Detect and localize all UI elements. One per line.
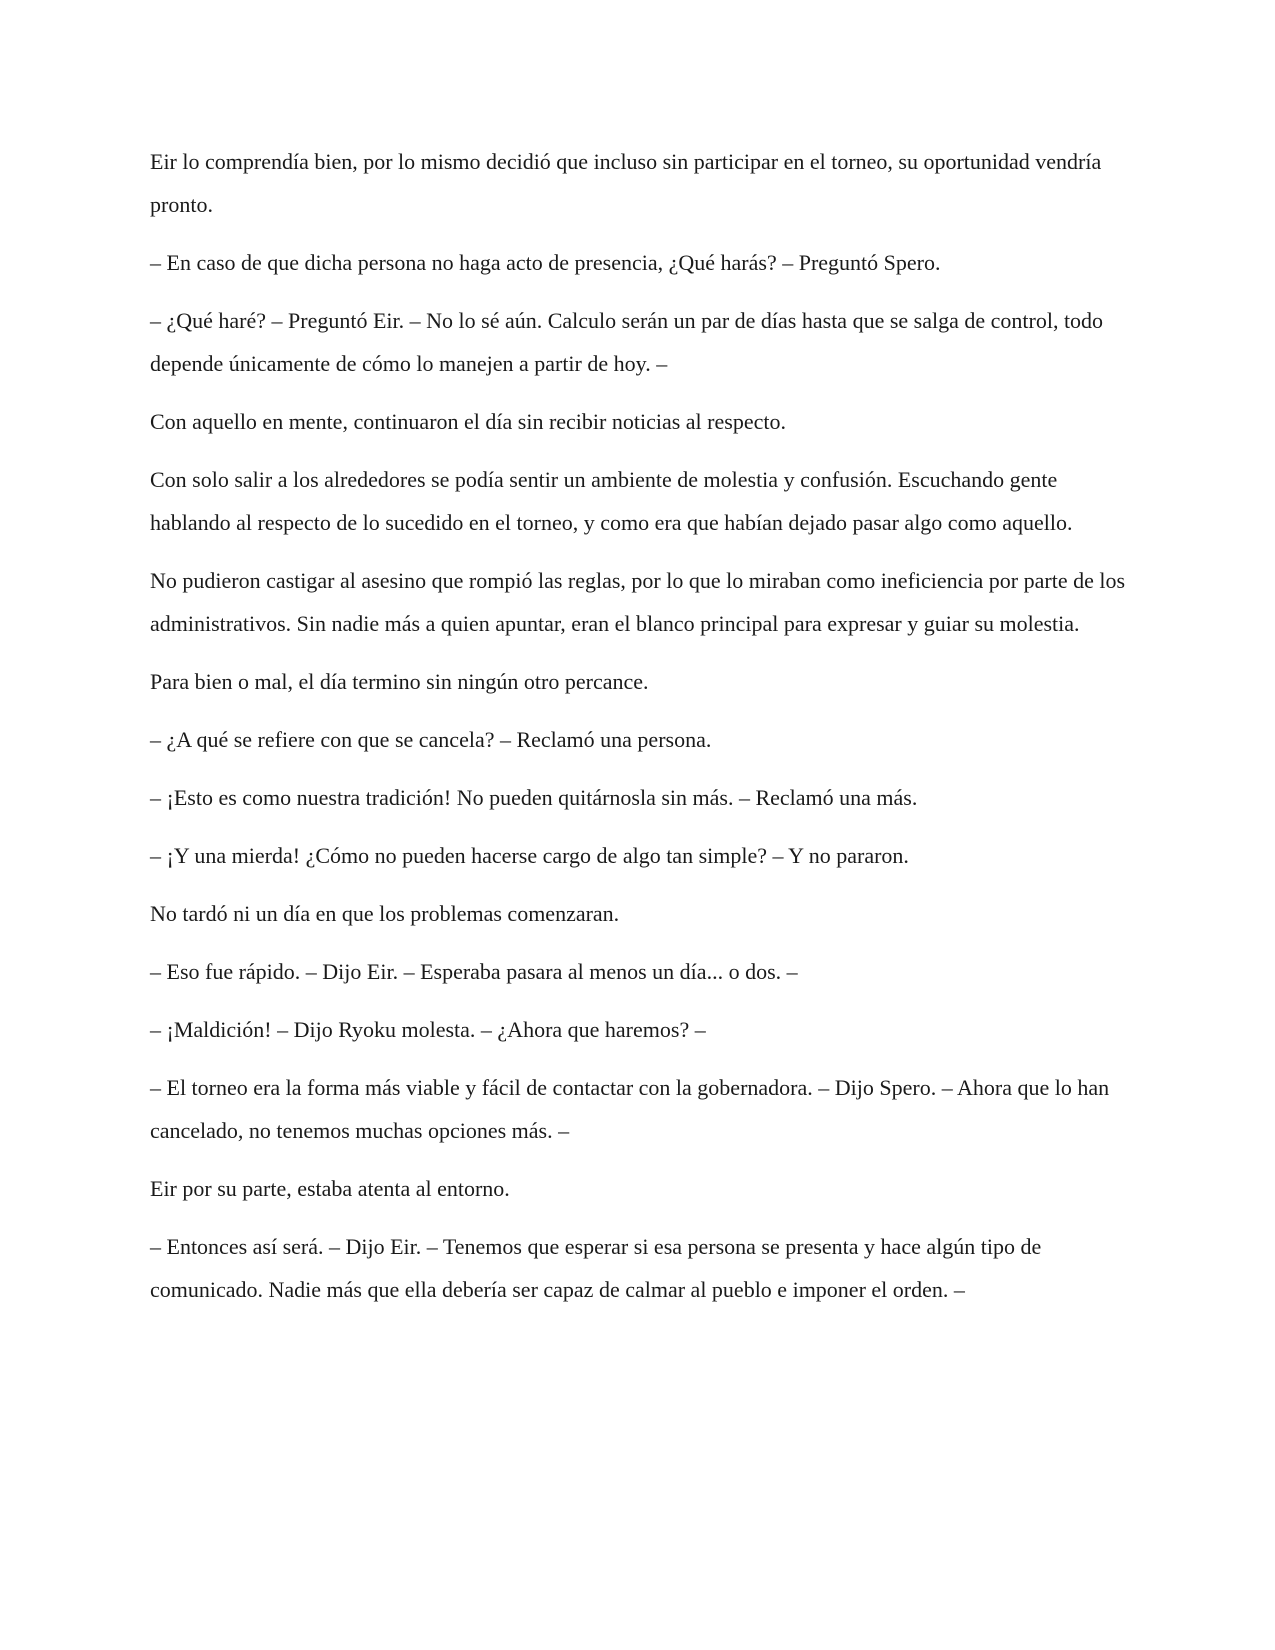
paragraph-6: No pudieron castigar al asesino que rompió las reglas, por lo que lo miraban como ineficiencia por parte de los administrativos. Sin nadie más a quien apuntar, eran el blanco principal para expresar y guiar su molestia. [150, 568, 1126, 636]
paragraph-4: Con aquello en mente, continuaron el día sin recibir noticias al respecto. [150, 409, 786, 434]
paragraph-9: – ¡Esto es como nuestra tradición! No pueden quitárnosla sin más. – Reclamó una más. [150, 785, 918, 810]
paragraph-10: – ¡Y una mierda! ¿Cómo no pueden hacerse cargo de algo tan simple? – Y no pararon. [150, 843, 909, 868]
paragraph-15: Eir por su parte, estaba atenta al entorno. [150, 1176, 510, 1201]
paragraph-1: Eir lo comprendía bien, por lo mismo decidió que incluso sin participar en el torneo, su oportunidad vendría pronto. [150, 149, 1102, 217]
paragraph-7: Para bien o mal, el día termino sin ningún otro percance. [150, 669, 649, 694]
paragraph-16: – Entonces así será. – Dijo Eir. – Tenemos que esperar si esa persona se presenta y hace algún tipo de comunicado. Nadie más que ella debería ser capaz de calmar al pueblo e imponer el orden. – [150, 1234, 1042, 1302]
paragraph-11: No tardó ni un día en que los problemas comenzaran. [150, 901, 620, 926]
document-body [150, 140, 1130, 1326]
paragraph-14: – El torneo era la forma más viable y fácil de contactar con la gobernadora. – Dijo Spero. – Ahora que lo han cancelado, no tenemos muchas opciones más. – [150, 1075, 1110, 1143]
paragraph-8: – ¿A qué se refiere con que se cancela? – Reclamó una persona. [150, 727, 712, 752]
paragraph-12: – Eso fue rápido. – Dijo Eir. – Esperaba pasara al menos un día... o dos. – [150, 959, 798, 984]
paragraph-3: – ¿Qué haré? – Preguntó Eir. – No lo sé aún. Calculo serán un par de días hasta que se salga de control, todo depende únicamente de cómo lo manejen a partir de hoy. – [150, 308, 1104, 376]
paragraph-5: Con solo salir a los alrededores se podía sentir un ambiente de molestia y confusión. Escuchando gente hablando al respecto de lo sucedido en el torneo, y como era que habían dejado pasar algo como aquello. [150, 467, 1073, 535]
paragraph-13: – ¡Maldición! – Dijo Ryoku molesta. – ¿Ahora que haremos? – [150, 1017, 706, 1042]
paragraph-2: – En caso de que dicha persona no haga acto de presencia, ¿Qué harás? – Preguntó Spero. [150, 250, 941, 275]
